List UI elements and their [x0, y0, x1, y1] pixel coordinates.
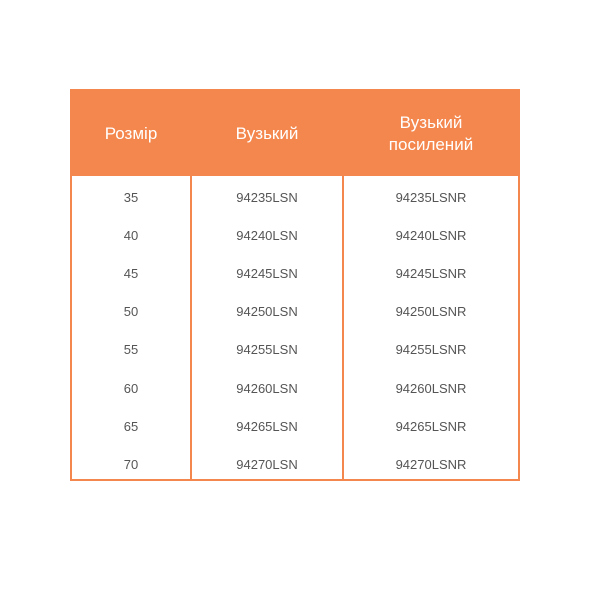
table-row: [72, 254, 518, 292]
header-narrow-reinforced: [344, 91, 518, 176]
size-table: [70, 89, 520, 481]
cell-narrow: 94270LSN: [236, 456, 298, 472]
cell-size: 40: [123, 227, 139, 243]
header-narrow-reinforced-line2: посилений: [388, 134, 474, 154]
cell-size: 65: [123, 418, 139, 434]
cell-size: 70: [123, 456, 139, 472]
cell-narrow-reinforced: 94265LSNR: [395, 418, 467, 434]
table-row: [72, 369, 518, 407]
cell-narrow-reinforced: 94240LSNR: [395, 227, 467, 243]
cell-narrow: 94235LSN: [236, 189, 298, 205]
cell-size: 50: [123, 304, 139, 320]
cell-size: 55: [123, 342, 139, 358]
cell-narrow-reinforced: 94255LSNR: [395, 342, 467, 358]
header-size: [72, 91, 190, 176]
cell-narrow-reinforced: 94260LSNR: [395, 380, 467, 396]
cell-size: 35: [123, 189, 139, 205]
header-size-label: Розмір: [104, 123, 158, 143]
cell-size: 60: [123, 380, 139, 396]
table-row: [72, 293, 518, 331]
table-row: [72, 445, 518, 483]
cell-narrow: 94255LSN: [236, 342, 298, 358]
cell-narrow: 94245LSN: [236, 265, 298, 281]
cell-narrow: 94265LSN: [236, 418, 298, 434]
cell-size: 45: [123, 265, 139, 281]
header-narrow: [192, 91, 342, 176]
cell-narrow: 94250LSN: [236, 304, 298, 320]
header-narrow-label: Вузький: [235, 123, 299, 143]
cell-narrow-reinforced: 94245LSNR: [395, 265, 467, 281]
cell-narrow: 94260LSN: [236, 380, 298, 396]
table-row: [72, 407, 518, 445]
table-row: [72, 178, 518, 216]
table-header: [72, 91, 518, 176]
table-row: [72, 216, 518, 254]
cell-narrow-reinforced: 94235LSNR: [395, 189, 467, 205]
table-body: [72, 176, 518, 484]
header-narrow-reinforced-line1: Вузький: [399, 112, 463, 132]
cell-narrow-reinforced: 94270LSNR: [395, 456, 467, 472]
table-row: [72, 331, 518, 369]
cell-narrow-reinforced: 94250LSNR: [395, 304, 467, 320]
cell-narrow: 94240LSN: [236, 227, 298, 243]
